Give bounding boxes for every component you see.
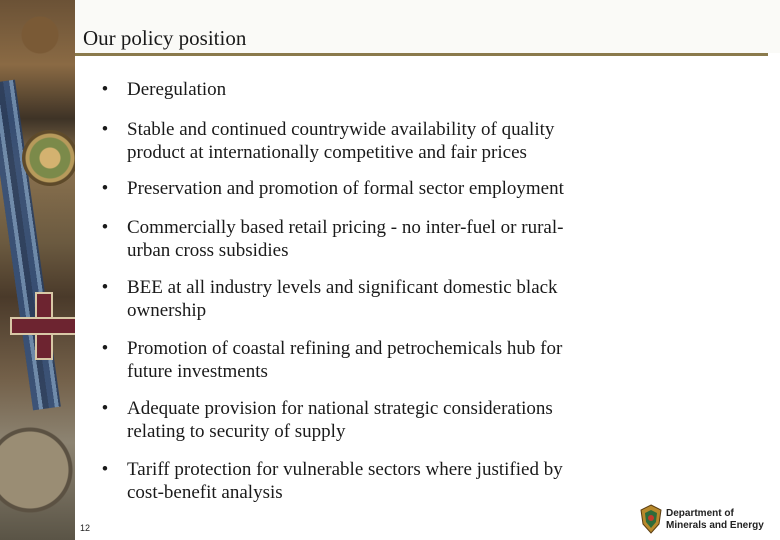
bullet-glyph: • xyxy=(101,217,109,238)
bullet-text-line2: cost-benefit analysis xyxy=(127,482,283,503)
bullet-glyph: • xyxy=(101,79,109,100)
bullet-item xyxy=(95,337,747,383)
bullet-item xyxy=(95,78,747,101)
bullet-item xyxy=(95,177,747,200)
bullet-text-line1: Deregulation xyxy=(127,79,227,100)
bullet-item xyxy=(95,216,747,262)
bullet-glyph: • xyxy=(101,459,109,480)
bullet-text-line1: BEE at all industry levels and significant domestic black xyxy=(127,277,558,298)
bullet-glyph: • xyxy=(101,338,109,359)
bullet-text-line1: Tariff protection for vulnerable sectors where justified by xyxy=(127,459,563,480)
bullet-item xyxy=(95,118,747,164)
department-line2: Minerals and Energy xyxy=(666,520,764,531)
bullet-text-line2: product at internationally competitive and fair prices xyxy=(127,142,527,163)
coat-of-arms-icon xyxy=(639,504,663,534)
bullet-glyph: • xyxy=(101,178,109,199)
bullet-text-line1: Commercially based retail pricing - no inter-fuel or rural- xyxy=(127,217,564,238)
bullet-text-line1: Stable and continued countrywide availability of quality xyxy=(127,119,555,140)
department-name xyxy=(666,508,764,532)
bullet-text-line1: Adequate provision for national strategic considerations xyxy=(127,398,553,419)
bullet-text-line1: Preservation and promotion of formal sector employment xyxy=(127,178,564,199)
bullet-text-line2: future investments xyxy=(127,361,268,382)
medal-cross-image xyxy=(8,290,75,360)
decorative-side-collage xyxy=(0,0,75,540)
medal-wreath-image xyxy=(22,130,75,186)
bullet-item xyxy=(95,397,747,443)
bullet-glyph: • xyxy=(101,277,109,298)
bullet-text-line2: urban cross subsidies xyxy=(127,240,289,261)
bullet-item xyxy=(95,276,747,322)
bullet-text-line2: relating to security of supply xyxy=(127,421,346,442)
bullet-text-line1: Promotion of coastal refining and petrochemicals hub for xyxy=(127,338,563,359)
slide-title: Our policy position xyxy=(83,26,247,50)
bullet-item xyxy=(95,458,747,504)
bullet-glyph: • xyxy=(101,119,109,140)
department-line1: Department of xyxy=(666,508,734,519)
title-divider xyxy=(75,53,768,56)
bullet-text-line2: ownership xyxy=(127,300,207,321)
page-number: 12 xyxy=(80,523,91,533)
bullet-glyph: • xyxy=(101,398,109,419)
